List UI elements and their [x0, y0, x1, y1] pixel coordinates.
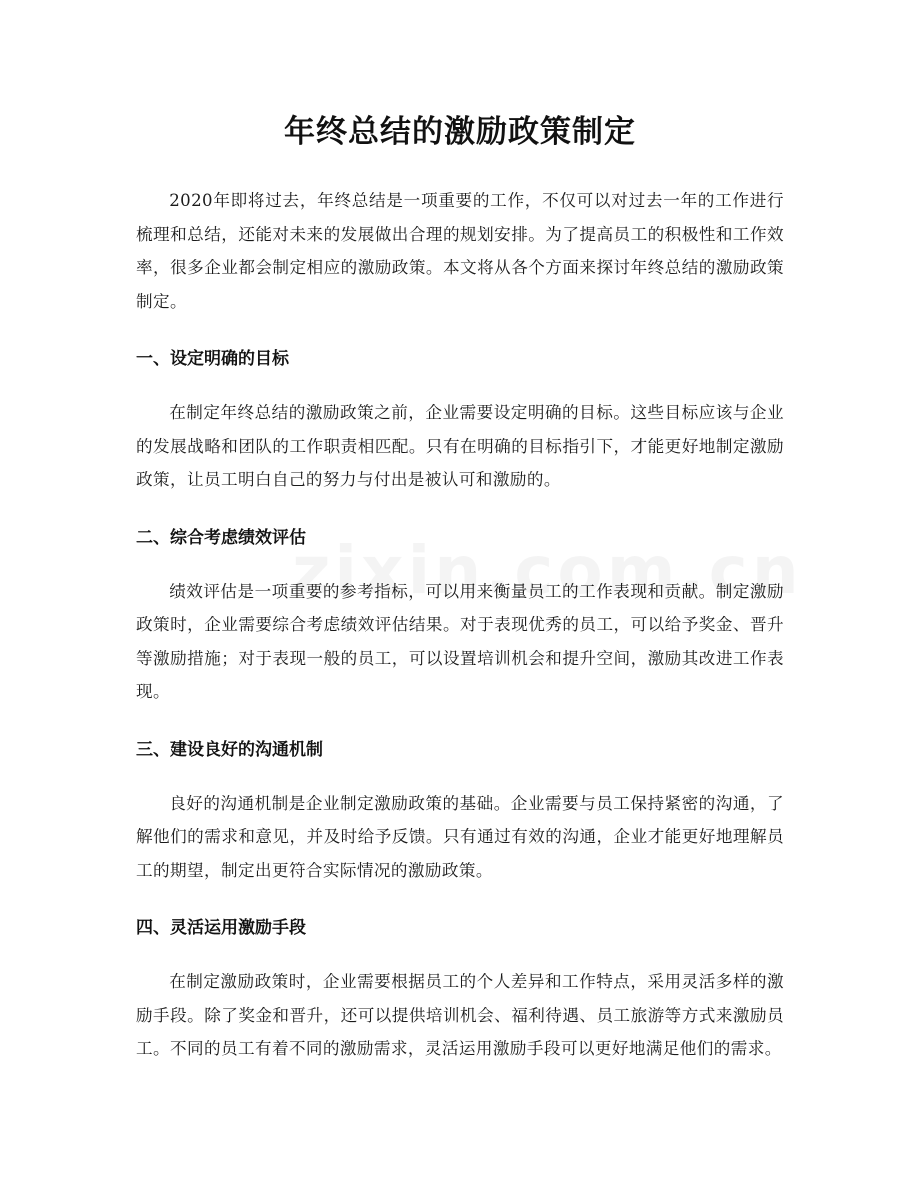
section-goals [136, 347, 784, 497]
section-paragraph: 绩效评估是一项重要的参考指标，可以用来衡量员工的工作表现和贡献。制定激励政策时，企业需要综合考虑绩效评估结果。对于表现优秀的员工，可以给予奖金、晋升等激励措施；对于表现一般的员工，可以设置培训机会和提升空间，激励其改进工作表现。 [136, 581, 784, 701]
section-heading: 四、灵活运用激励手段 [136, 918, 306, 938]
section-paragraph: 在制定年终总结的激励政策之前，企业需要设定明确的目标。这些目标应该与企业的发展战略和团队的工作职责相匹配。只有在明确的目标指引下，才能更好地制定激励政策，让员工明白自己的努力与付出是被认可和激励的。 [136, 403, 784, 489]
section-performance [136, 526, 784, 709]
section-paragraph: 在制定激励政策时，企业需要根据员工的个人差异和工作特点，采用灵活多样的激励手段。除了奖金和晋升，还可以提供培训机会、福利待遇、员工旅游等方式来激励员工。不同的员工有着不同的激励需求，灵活运用激励手段可以更好地满足他们的需求。 [136, 972, 784, 1058]
section-incentives [136, 916, 784, 1066]
intro-block [136, 184, 784, 318]
document-title: 年终总结的激励政策制定 [284, 114, 636, 150]
section-paragraph: 良好的沟通机制是企业制定激励政策的基础。企业需要与员工保持紧密的沟通，了解他们的需求和意见，并及时给予反馈。只有通过有效的沟通，企业才能更好地理解员工的期望，制定出更符合实际情况的激励政策。 [136, 793, 784, 880]
section-heading: 三、建设良好的沟通机制 [136, 739, 323, 760]
section-heading: 一、设定明确的目标 [136, 349, 289, 369]
section-communication [136, 738, 784, 888]
section-heading: 二、综合考虑绩效评估 [136, 527, 306, 548]
intro-paragraph: 2020年即将过去，年终总结是一项重要的工作，不仅可以对过去一年的工作进行梳理和总结，还能对未来的发展做出合理的规划安排。为了提高员工的积极性和工作效率，很多企业都会制定相应的激励政策。本文将从各个方面来探讨年终总结的激励政策制定。 [136, 191, 784, 311]
